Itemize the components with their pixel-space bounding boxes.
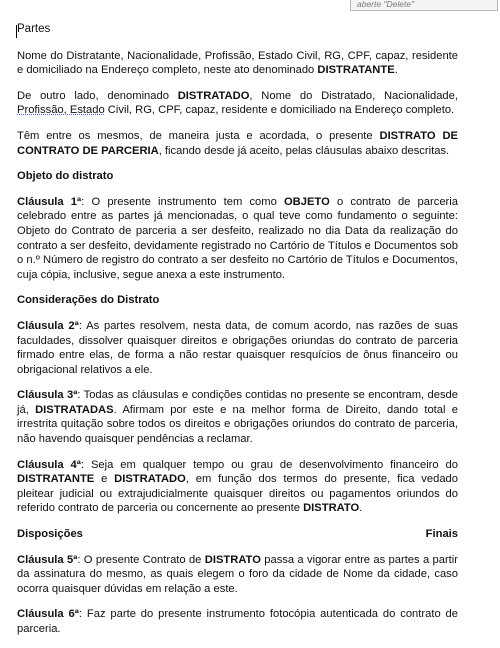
heading-disposicoes: Disposições Finais — [17, 528, 458, 541]
clausula-4: Cláusula 4ª: Seja em qualquer tempo ou grau de desenvolvimento financeiro do DISTRATANTE e DISTRATADO, em função dos termos do presente, fica vedado pleitear judicial ou extrajudicialmente quaisquer direitos ou pagamentos oriundos do referido contrato de parceria ou concernente ao presente DISTRATO. — [17, 458, 458, 515]
paragraph-distratado: De outro lado, denominado DISTRATADO, Nome do Distratado, Nacionalidade, Profissão, Estado Civil, RG, CPF, capaz, residente e domiciliado na Endereço completo. — [17, 89, 458, 117]
clausula-1: Cláusula 1ª: O presente instrumento tem como OBJETO o contrato de parceria celebrado entre as partes já mencionadas, o qual teve como fundamento o seguinte: Objeto do Contrato de parceria a ser desfeito, realizado no dia Data da realização do contrato a ser desfeito, devidamente registrado no Cartório de Títulos e Documentos sob o n.º Número de registro do contrato a ser desfeito no Cartório de Títulos e Documentos, cuja cópia, inclusive, segue anexa a este instrumento. — [17, 195, 458, 281]
clausula-2: Cláusula 2ª: As partes resolvem, nesta data, de comum acordo, nas razões de suas faculdades, dissolver quaisquer direitos e obrigações oriundas do contrato de parceria firmado entre elas, de forma a não restar quaisquer resquícios de ônus financeiro ou obrigacional relativos a ele. — [17, 319, 459, 376]
document-page[interactable] — [17, 22, 458, 648]
tooltip: aberte "Delete" — [350, 0, 498, 11]
heading-partes: Partes — [17, 23, 51, 35]
tracked-change: Profissão, Estado — [17, 104, 105, 117]
clausula-5: Cláusula 5ª: O presente Contrato de DISTRATO passa a vigorar entre as partes a partir da assinatura do mesmo, as quais elegem o foro da cidade de Nome da cidade, caso ocorra quaisquer dúvidas em relação a este. — [17, 553, 459, 595]
clausula-6: Cláusula 6ª: Faz parte do presente instrumento fotocópia autenticada do contrato de parceria. — [17, 608, 458, 635]
heading-consideracoes: Considerações do Distrato — [17, 294, 160, 307]
heading-objeto: Objeto do distrato — [17, 170, 114, 183]
paragraph-intro: Têm entre os mesmos, de maneira justa e acordada, o presente DISTRATO DE CONTRATO DE PARCERIA, ficando desde já aceito, pelas cláusulas abaixo descritas. — [17, 129, 459, 157]
clausula-3: Cláusula 3ª: Todas as cláusulas e condições contidas no presente se encontram, desde já, DISTRATADAS. Afirmam por este e na melhor forma de Direito, dando total e irrestrita quitação sobre todos os direitos e obrigações oriundos do contrato de parceria, não havendo quaisquer pendências a reclamar. — [17, 389, 458, 446]
paragraph-distratante: Nome do Distratante, Nacionalidade, Profissão, Estado Civil, RG, CPF, capaz, residente e domiciliado na Endereço completo, neste ato denominado DISTRATANTE. — [17, 49, 458, 77]
